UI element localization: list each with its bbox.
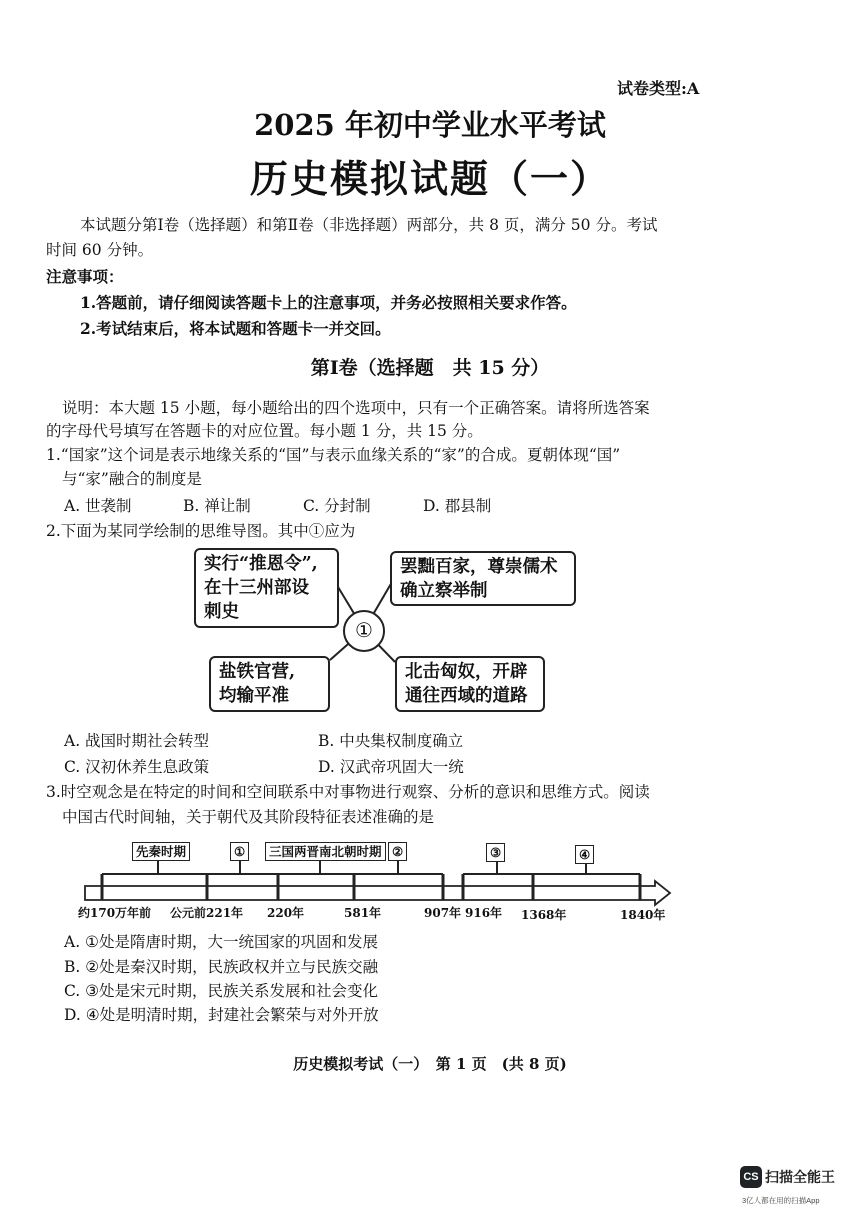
q3-stem-1: 3.时空观念是在特定的时间和空间联系中对事物进行观察、分析的意识和思维方式。阅读	[46, 783, 650, 801]
timeline-label-pre-qin: 先秦时期	[132, 842, 190, 861]
q1-stem-1: 1.“国家”这个词是表示地缘关系的“国”与表示血缘关系的“家”的合成。夏朝体现“国”	[46, 446, 621, 464]
notice-heading: 注意事项：	[46, 267, 124, 286]
section-title: 第Ⅰ卷（选择题 共 15 分）	[310, 357, 550, 379]
intro-line-1: 本试题分第Ⅰ卷（选择题）和第Ⅱ卷（非选择题）两部分，共 8 页，满分 50 分。考试	[80, 216, 658, 234]
paper-title: 历史模拟试题（一）	[249, 156, 610, 201]
q3-option-c: C. ③处是宋元时期，民族关系发展和社会变化	[64, 982, 379, 1000]
timeline-tick: 220年	[267, 906, 305, 920]
q1-option-d: D. 郡县制	[423, 497, 492, 515]
q2-option-d: D. 汉武帝巩固大一统	[318, 758, 464, 776]
timeline-tick: 581年	[344, 906, 382, 920]
q3-stem-2: 中国古代时间轴，关于朝代及其阶段特征表述准确的是	[62, 808, 435, 826]
section-desc-1: 说明：本大题 15 小题，每小题给出的四个选项中，只有一个正确答案。请将所选答案	[62, 399, 650, 417]
page-footer: 历史模拟考试（一） 第 1 页 (共 8 页)	[293, 1055, 567, 1073]
q3-option-b: B. ②处是秦汉时期，民族政权并立与民族交融	[64, 958, 379, 976]
q1-stem-2: 与“家”融合的制度是	[62, 470, 202, 488]
timeline-tick: 1368年	[521, 908, 567, 922]
timeline-label-4: ④	[575, 845, 594, 864]
timeline-tick: 公元前221年	[170, 906, 244, 920]
q1-option-c: C. 分封制	[303, 497, 371, 515]
scanner-app-name: 扫描全能王	[765, 1169, 835, 1185]
mind-map-box-bottom-left: 盐铁官营, 均输平准	[209, 656, 330, 712]
mind-map-box-top-left: 实行“推恩令”, 在十三州部设 刺史	[194, 548, 339, 628]
timeline-label-2: ②	[388, 842, 407, 861]
intro-line-2: 时间 60 分钟。	[46, 241, 154, 259]
q2-stem: 2.下面为某同学绘制的思维导图。其中①应为	[46, 522, 356, 540]
scanner-logo-icon: CS	[740, 1166, 762, 1188]
q1-option-a: A. 世袭制	[64, 497, 132, 515]
timeline-tick: 约170万年前	[78, 906, 152, 920]
timeline-label-three-kingdoms: 三国两晋南北朝时期	[265, 842, 386, 861]
q3-option-a: A. ①处是隋唐时期，大一统国家的巩固和发展	[64, 933, 378, 951]
q3-option-d: D. ④处是明清时期，封建社会繁荣与对外开放	[64, 1006, 379, 1024]
scanner-watermark	[740, 1166, 835, 1188]
q1-option-b: B. 禅让制	[183, 497, 251, 515]
timeline-label-3: ③	[486, 843, 505, 862]
mind-map-box-bottom-right: 北击匈奴，开辟 通往西域的道路	[395, 656, 545, 712]
paper-type-label: 试卷类型:A	[617, 79, 700, 98]
notice-item-1: 1.答题前，请仔细阅读答题卡上的注意事项，并务必按照相关要求作答。	[80, 293, 577, 312]
mind-map-box-top-right: 罢黜百家，尊崇儒术 确立察举制	[390, 551, 576, 606]
q2-option-a: A. 战国时期社会转型	[64, 732, 210, 750]
timeline-tick: 1840年	[620, 908, 666, 922]
section-desc-2: 的字母代号填写在答题卡的对应位置。每小题 1 分，共 15 分。	[46, 422, 483, 440]
timeline-label-1: ①	[230, 842, 249, 861]
timeline-tick: 916年	[465, 906, 503, 920]
mind-map-center: ①	[343, 610, 385, 652]
exam-title: 2025 年初中学业水平考试	[254, 108, 606, 142]
scanner-tagline: 3亿人都在用的扫描App	[742, 1196, 820, 1205]
timeline-tick: 907年	[424, 906, 462, 920]
q2-option-c: C. 汉初休养生息政策	[64, 758, 210, 776]
notice-item-2: 2.考试结束后，将本试题和答题卡一并交回。	[80, 319, 391, 338]
q2-option-b: B. 中央集权制度确立	[318, 732, 464, 750]
